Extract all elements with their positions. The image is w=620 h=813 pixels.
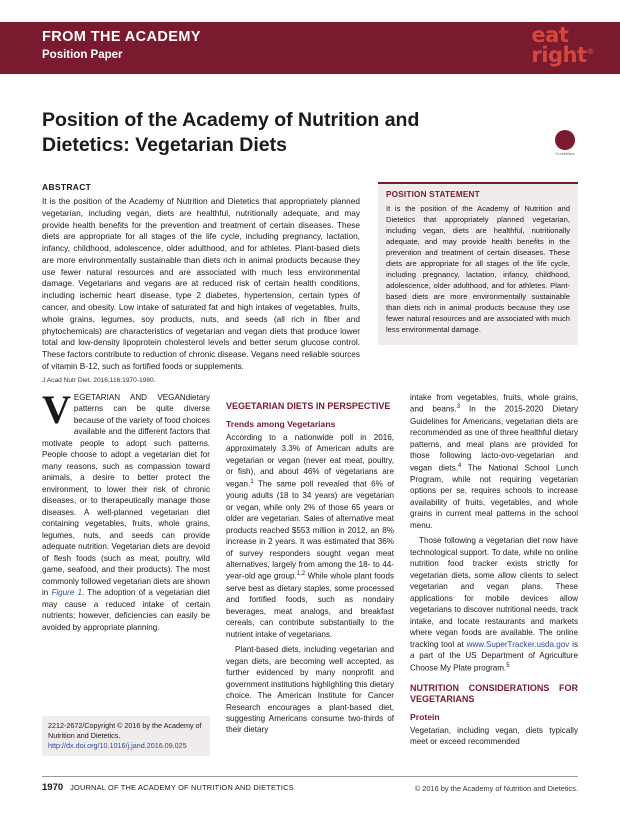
heading-protein: Protein: [410, 712, 440, 723]
footer-divider: [42, 776, 578, 777]
column-1: [42, 387, 210, 637]
page-number: 1970: [42, 782, 64, 793]
header-article-type: Position Paper: [42, 49, 123, 61]
column-1-text-a: dietary patterns can be quite diverse because of the variety of food choices available and the different factors that motivate people to adopt such patterns. People choose to adopt a vegetarian diet for many reasons, such as compassion toward animals, a desire to better protect the environment, to lower their risk of chronic diseases, or to therapeutically manage those diseases. A well-planned vegetarian diet containing vegetables, fruits, whole grains, legumes, nuts, and seeds can provide adequate nutrition. Vegetarian diets are devoid of flesh foods (such as meat, poultry, wild game, seafood, and their products). The most commonly followed vegetarian diets are shown in: [42, 393, 210, 598]
logo-line-2: right®: [531, 42, 594, 67]
column-2-text-c: While whole plant foods serve best as dietary staples, some processed and fortified foods, such as nondairy beverages, meat analogs, and breakfast cereals, can contribute substantially to the nutrient intake of vegetarians.: [226, 572, 394, 639]
reference-1-2[interactable]: 1,2: [296, 571, 306, 578]
column-3-text-c: The National School Lunch Program, while not requiring vegetarian options per se, requires schools to increase availability of fruits, vegetables, and whole grains in current meal patterns in the school menu.: [410, 463, 578, 530]
crossmark-badge[interactable]: [552, 130, 578, 156]
reference-5[interactable]: 5: [506, 662, 510, 669]
registered-trademark-icon: ®: [586, 46, 594, 56]
abstract-body: It is the position of the Academy of Nutrition and Dietetics that appropriately planned vegetarian, including vegan, diets are healthful, nutritionally adequate, and may provide health benefits for the prevention and treatment of certain diseases. These diets are appropriate for all stages of the life cycle, including pregnancy, lactation, infancy, childhood, adolescence, older adulthood, and for athletes. Plant-based diets are more environmentally sustainable than diets rich in animal products because they use fewer natural resources and are associated with much less environmental damage. Vegetarians and vegans are at reduced risk of certain health conditions, including ischemic heart disease, type 2 diabetes, hypertension, certain types of cancer, and obesity. Low intake of saturated fat and high intakes of vegetables, fruits, whole grains, legumes, soy products, nuts, and seeds (all rich in fiber and phytochemicals) are characteristics of vegetarian and vegan diets that produce lower total and low-density lipoprotein cholesterol levels and better serum glucose control. These factors contribute to reduction of chronic disease. Vegans need reliable sources of vitamin B-12, such as fortified foods or supplements.: [42, 196, 360, 371]
column-3-paragraph-3: Vegetarian, including vegan, diets typically meet or exceed recommended: [410, 725, 578, 747]
opening-smallcaps: EGETARIAN AND VEGAN: [73, 393, 186, 402]
body-columns: [42, 387, 579, 762]
journal-title: JOURNAL OF THE ACADEMY OF NUTRITION AND DIETETICS: [70, 783, 294, 792]
column-3-paragraph-2: [410, 535, 578, 674]
heading-nutrition-considerations: NUTRITION CONSIDERATIONS FOR VEGETARIANS: [410, 682, 578, 704]
column-3: [410, 392, 578, 752]
crossmark-icon: [555, 130, 575, 150]
crossmark-label: CrossMark: [555, 152, 575, 156]
column-1-paragraph-1: [42, 387, 210, 633]
column-3-text-b: In the 2015-2020 Dietary Guidelines for Americans, vegetarian diets are recommended as one of three healthful dietary patterns, and meal plans are provided for those following lacto-ovo-vegetarian and vegan diets.: [410, 405, 579, 473]
column-2-paragraph-1: [226, 432, 394, 640]
reference-4[interactable]: 4: [458, 462, 462, 469]
heading-trends-among-vegetarians: Trends among Vegetarians: [226, 419, 336, 430]
drop-cap: V: [42, 387, 71, 432]
header-band: [0, 22, 620, 74]
position-statement-body: It is the position of the Academy of Nutrition and Dietetics that appropriately planned vegetarian, including vegan, diets are healthful, nutritionally adequate, and may provide health benefits in the prevention and treatment of certain diseases. These diets are appropriate for all stages of the life cycle, including pregnancy, lactation, infancy, childhood, adolescence, older adulthood, and for athletes. Plant-based diets are more environmentally sustainable than diets rich in animal products because they use fewer natural resources and are associated with much less environmental damage.: [386, 204, 570, 334]
column-3-paragraph-1: [410, 392, 578, 531]
column-2-text-b: The same poll revealed that 6% of young adults (18 to 34 years) are vegetarian or vegan, while only 2% of those 65 years or older are vegetarian. Sales of alternative meat products reached $553 million in 2012, an 8% increase in 2 years. It was estimated that 36% of survey responders sought vegan meat alternatives, largely from among the 18- to 44-year-old age group.: [226, 479, 394, 582]
figure-1-link[interactable]: Figure 1: [51, 588, 83, 598]
column-3-text-a: intake from vegetables, fruits, whole grains, and beans.: [410, 393, 578, 415]
abstract-citation: J Acad Nutr Diet. 2016;116:1970-1980.: [42, 376, 156, 384]
reference-1[interactable]: 1: [250, 478, 254, 485]
column-2-paragraph-2: Plant-based diets, including vegetarian and vegan diets, are becoming well accepted, as further evidenced by many nonprofit and government institutions highlighting this dietary choice. The American Institute for Cancer Research encourages a plant-based diet, suggesting Americans consume two-thirds of their dietary: [226, 645, 394, 735]
position-statement-heading: POSITION STATEMENT: [386, 190, 480, 199]
heading-vegetarian-diets-in-perspective: VEGETARIAN DIETS IN PERSPECTIVE: [226, 401, 391, 411]
logo-line-1: eat: [531, 23, 569, 47]
reference-3[interactable]: 3: [456, 404, 461, 411]
abstract-section: [42, 182, 360, 384]
column-2: [226, 392, 394, 740]
eatright-logo: [531, 23, 594, 67]
position-statement-box: [378, 182, 578, 345]
copyright-box: [42, 716, 210, 756]
doi-link[interactable]: http://dx.doi.org/10.1016/j.jand.2016.09.025: [48, 741, 187, 751]
column-1-text-b: . The adoption of a vegetarian diet may cause a reduced intake of certain nutrients; however, deficiencies can easily be avoided by appropriate planning.: [42, 588, 210, 632]
header-section-title: FROM THE ACADEMY: [42, 29, 201, 45]
abstract-heading: ABSTRACT: [42, 182, 92, 192]
footer-copyright: © 2016 by the Academy of Nutrition and Dietetics.: [414, 784, 578, 793]
supertracker-link[interactable]: www.SuperTracker.usda.gov: [466, 639, 570, 649]
copyright-line: 2212-2672/Copyright © 2016 by the Academy of Nutrition and Dietetics.: [48, 721, 202, 741]
column-2-text-a: According to a nationwide poll in 2016, approximately 3.3% of American adults are vegetarian or vegan (never eat meat, poultry, or fish), and about 46% of vegetarians are vegan.: [226, 432, 394, 489]
column-3-text-e: is a part of the US Department of Agriculture Choose My Plate program.: [410, 639, 578, 673]
page-footer: [42, 782, 578, 793]
page-title: Position of the Academy of Nutrition and Dietetics: Vegetarian Diets: [42, 109, 420, 157]
column-3-text-d: Those following a vegetarian diet now have technological support. To date, while no online nutrition food tracker exists strictly for vegetarian diets, some allow clients to select vegetarian and vegan plans. These applications for mobile devices allow vegetarians to discover nutritional needs, track intake, and locate restaurants and markets where vegan foods are available. The online tracking tool at: [410, 536, 578, 649]
